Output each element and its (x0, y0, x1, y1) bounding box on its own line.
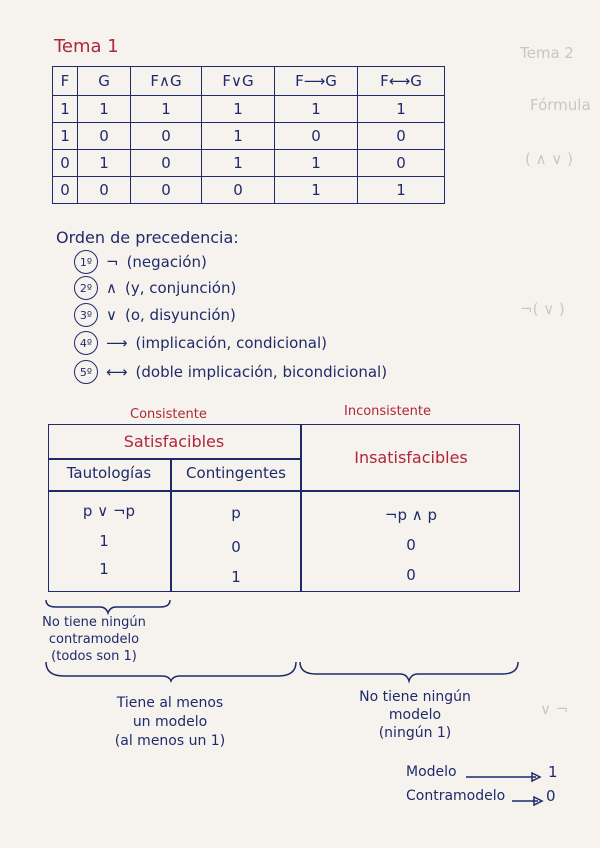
tautology-value: 1 (99, 560, 109, 578)
ghost-text: Tema 2 (520, 44, 574, 62)
satisfiable-note (90, 694, 250, 751)
contingent-value: 1 (231, 568, 241, 586)
ghost-text: ¬( ∨ ) (520, 300, 565, 318)
table-cell: 0 (202, 177, 275, 204)
rank-badge: 3º (74, 303, 98, 327)
table-cell: 0 (78, 177, 131, 204)
operator-symbol: ∧ (106, 279, 117, 297)
tautology-note (34, 614, 154, 665)
precedence-item (74, 331, 327, 355)
divider (48, 490, 520, 492)
table-cell: 1 (202, 150, 275, 177)
note-line: modelo (388, 707, 442, 723)
countermodel-arrow (512, 796, 548, 806)
precedence-item (74, 250, 207, 274)
note-line: un modelo (132, 714, 208, 730)
unsatisfiable-header: Insatisfacibles (354, 448, 468, 467)
rank-badge: 1º (74, 250, 98, 274)
truth-table (52, 66, 445, 204)
countermodel-label: Contramodelo (406, 788, 506, 804)
note-line: (al menos un 1) (114, 733, 226, 749)
operator-symbol: ∨ (106, 306, 117, 324)
operator-symbol: ⟶ (106, 334, 128, 352)
precedence-title: Orden de precedencia: (56, 228, 239, 247)
note-line: (ningún 1) (378, 725, 452, 741)
tautology-example: p ∨ ¬p (82, 502, 136, 520)
table-cell: 1 (78, 96, 131, 123)
model-value: 1 (548, 763, 558, 781)
header-cell: G (78, 67, 131, 96)
ghost-text: ( ∧ ∨ ) (525, 150, 573, 168)
table-cell: 0 (131, 150, 202, 177)
table-cell: 0 (358, 150, 445, 177)
operator-description: (y, conjunción) (124, 279, 237, 297)
table-cell: 0 (53, 150, 78, 177)
unsat-value: 0 (406, 536, 416, 554)
table-cell: 1 (202, 96, 275, 123)
truth-table-row (53, 177, 445, 204)
inconsistent-label: Inconsistente (344, 404, 432, 419)
page-title: Tema 1 (54, 36, 119, 57)
tautologies-header: Tautologías (66, 464, 152, 482)
note-line: Tiene al menos (116, 695, 224, 711)
table-cell: 1 (358, 96, 445, 123)
table-cell: 0 (358, 123, 445, 150)
table-cell: 0 (131, 123, 202, 150)
tautology-brace (44, 598, 172, 614)
header-cell: F∨G (202, 67, 275, 96)
table-cell: 1 (131, 96, 202, 123)
classification-table (48, 424, 520, 592)
truth-table-row (53, 123, 445, 150)
table-cell: 0 (78, 123, 131, 150)
operator-description: (o, disyunción) (124, 306, 236, 324)
truth-table-row (53, 150, 445, 177)
unsat-brace (298, 660, 520, 682)
ghost-text: Fórmula (530, 96, 591, 114)
truth-table-row (53, 96, 445, 123)
table-cell: 1 (53, 123, 78, 150)
divider (48, 458, 301, 460)
rank-badge: 2º (74, 276, 98, 300)
table-cell: 1 (275, 96, 358, 123)
operator-description: (negación) (126, 253, 207, 271)
operator-symbol: ⟷ (106, 363, 128, 381)
contingent-header: Contingentes (186, 464, 286, 482)
rank-badge: 5º (74, 360, 98, 384)
table-cell: 1 (358, 177, 445, 204)
table-cell: 1 (275, 177, 358, 204)
unsat-note (340, 688, 490, 742)
table-cell: 0 (275, 123, 358, 150)
note-line: No tiene ningún (42, 615, 146, 630)
model-arrow (466, 772, 546, 782)
contingent-value: 0 (231, 538, 241, 556)
operator-description: (doble implicación, bicondicional) (135, 363, 388, 381)
consistent-label: Consistente (130, 407, 207, 422)
satisfiable-header: Satisfacibles (123, 432, 225, 451)
table-cell: 1 (53, 96, 78, 123)
countermodel-value: 0 (546, 787, 556, 805)
truth-table-header-row (53, 67, 445, 96)
header-cell: F∧G (131, 67, 202, 96)
tautology-value: 1 (99, 532, 109, 550)
unsat-example: ¬p ∧ p (384, 506, 438, 524)
header-cell: F (53, 67, 78, 96)
table-cell: 1 (275, 150, 358, 177)
operator-symbol: ¬ (106, 253, 119, 271)
contingent-example: p (231, 504, 241, 522)
header-cell: F⟶G (275, 67, 358, 96)
table-cell: 0 (53, 177, 78, 204)
operator-description: (implicación, condicional) (135, 334, 328, 352)
precedence-item (74, 276, 236, 300)
note-line: No tiene ningún (359, 689, 471, 705)
table-cell: 1 (78, 150, 131, 177)
precedence-item (74, 360, 387, 384)
rank-badge: 4º (74, 331, 98, 355)
ghost-text: ∨ ¬ (540, 700, 569, 718)
model-label: Modelo (406, 764, 457, 780)
unsat-value: 0 (406, 566, 416, 584)
table-cell: 1 (202, 123, 275, 150)
note-line: contramodelo (48, 632, 140, 647)
precedence-item (74, 303, 236, 327)
note-line: (todos son 1) (51, 649, 137, 664)
header-cell: F⟷G (358, 67, 445, 96)
table-cell: 0 (131, 177, 202, 204)
